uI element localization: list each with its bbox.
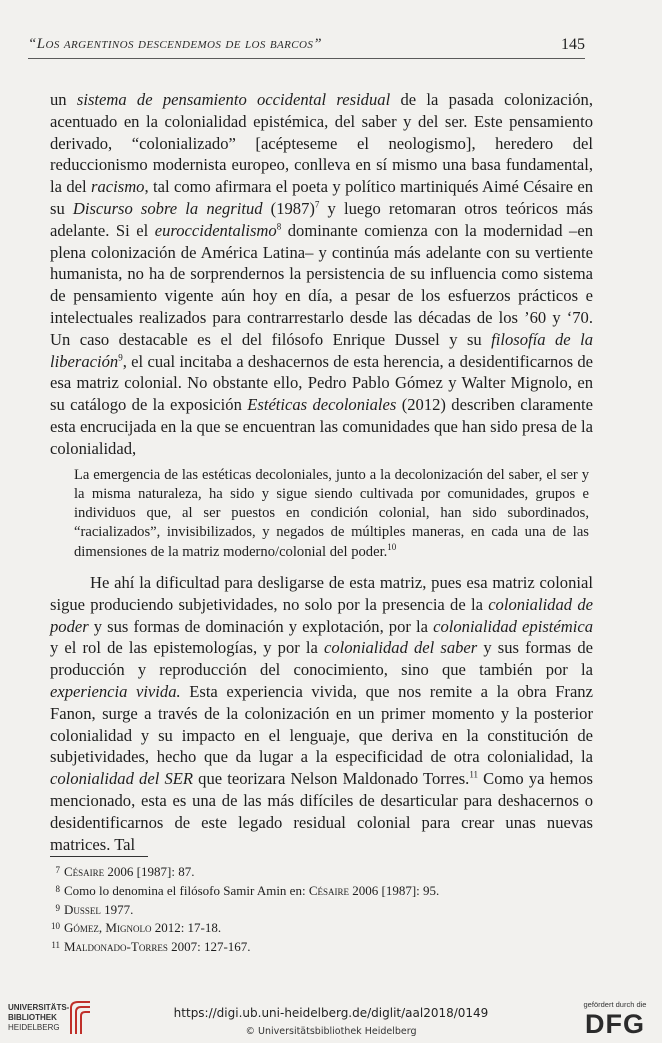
permalink[interactable]: https://digi.ub.uni-heidelberg.de/diglit/aal2018/0149: [173, 1006, 489, 1020]
footnote-number: 7: [55, 865, 60, 875]
italic-title: Discurso sobre la negritud: [72, 198, 263, 218]
footnote-author: Césaire: [64, 864, 105, 879]
footnote-ref[interactable]: 11: [469, 769, 479, 780]
footnote-author: Gómez, Mignolo: [64, 920, 152, 936]
footnotes: [50, 856, 590, 957]
italic-term: colonialidad del saber: [323, 638, 478, 658]
running-title: “Los argentinos descendemos de los barcos”: [28, 36, 323, 52]
footnote-ref[interactable]: 8: [276, 221, 282, 232]
text-run: que teorizara Nelson Maldonado Torres.: [193, 769, 470, 789]
footnote-number: 8: [55, 883, 60, 894]
text-run: (1987): [262, 198, 315, 218]
footnote-text: 2012: 17-18.: [151, 920, 222, 936]
italic-term: colonialidad del SER: [50, 769, 194, 789]
italic-term: euroccidentalismo: [154, 220, 277, 240]
footnote-author: Césaire: [308, 882, 349, 898]
footnote-author: Dussel: [64, 901, 101, 917]
footnote-8: [50, 882, 590, 901]
funder-label: gefördert durch die: [583, 1000, 647, 1009]
footnote-text: 2007: 127-167.: [167, 939, 251, 955]
footnote-11: [50, 938, 590, 957]
italic-term: sistema de pensamiento occidental residual: [76, 90, 391, 109]
footnote-author: Maldonado-Torres: [64, 939, 168, 955]
text-run: Como ya hemos mencionado, esta es una de las más difíciles de desarticular para deshacernos o desidentificarnos de este legado residual colonial para crear unas nuevas matrices. Tal: [50, 769, 594, 854]
library-name-line: BIBLIOTHEK: [8, 1013, 57, 1022]
text-run: (2012) describen claramente esta encrucijada en la que se encuentran las comunidades que han sido presa de la colonialidad,: [50, 395, 593, 458]
text-run: y sus formas de dominación y explotación, por la: [88, 616, 434, 636]
footnote-number: 10: [51, 921, 60, 932]
text-run: , el cual incitaba a deshacernos de esta herencia, a desidentificarnos de esa matriz colonial. No obstante ello, Pedro Pablo Gómez y Walter Mignolo, en su catálogo de la exposición: [50, 351, 593, 415]
footnote-7: [50, 863, 590, 882]
header-rule: [28, 58, 585, 59]
text-run: , tal como afirmara el poeta y político martiniqués Aimé Césaire en su: [50, 177, 593, 218]
library-name-line: HEIDELBERG: [8, 1023, 60, 1032]
main-text: [50, 89, 593, 855]
text-run: y el rol de las epistemologías, y por la: [50, 638, 324, 658]
block-quote: [74, 466, 589, 562]
footnote-number: 9: [55, 902, 60, 913]
italic-title: Estéticas decoloniales: [247, 395, 397, 415]
text-run: y luego retomaran otros teóricos más adelante. Si el: [50, 198, 593, 240]
footnote-text: Como lo denomina el filósofo Samir Amin en:: [64, 882, 309, 898]
footnote-text: 2006 [1987]: 87.: [104, 864, 195, 879]
footnote-number: 11: [51, 940, 60, 951]
library-name-line: UNIVERSITÄTS-: [8, 1003, 70, 1012]
text-run: y sus formas de producción y reproducción del conocimiento, sino que también por la: [50, 638, 594, 680]
footnote-text: 2006 [1987]: 95.: [348, 882, 440, 898]
footnote-ref[interactable]: 7: [314, 199, 320, 210]
dfg-logo: DFG: [585, 1009, 645, 1039]
footnote-10: [50, 919, 590, 938]
italic-term: experiencia vivida.: [50, 682, 181, 702]
quote-text: La emergencia de las estéticas decoloniales, junto a la decolonización del saber, el ser y la misma naturaleza, ha sido y sigue siendo cultivada por comunidades, grupos e individuos que, al ser puestos en condición colonial, han sido subordinados, “racializados”, invisibilizados, y negados de múltiples maneras, en cada una de las dimensiones de la matriz moderno/colonial del poder.: [74, 466, 589, 560]
funder-logo: [580, 1000, 650, 1039]
italic-term: filosofía de la liberación: [50, 329, 594, 371]
text-run: He ahí la dificultad para desligarse de esta matriz, pues esa matriz colonial sigue produciendo subjetividades, no solo por la presencia de la: [50, 573, 593, 614]
paragraph-2: [50, 572, 593, 855]
text-run: Esta experiencia vivida, que nos remite a la obra Franz Fanon, surge a través de la colonización en un primer momento y la posterior colonialidad y su impacto en el lenguaje, que deriva en la constitución de subjetividades, hecho que da lugar a la especificidad de otra colonialidad, la: [50, 682, 593, 767]
footnote-ref[interactable]: 9: [118, 352, 123, 363]
italic-term: racismo: [91, 177, 145, 197]
footnote-text: 1977.: [100, 901, 134, 917]
copyright-notice: © Universitätsbibliothek Heidelberg: [245, 1026, 417, 1037]
text-run: de la pasada colonización, acentuado en la colonialidad epistémica, del saber y del ser. Este pensamiento derivado, “colonializado” [acépteseme el neologismo], heredero del reduccionismo modernista europeo, conlleva en sí mismo una basa fundamental, la del: [50, 90, 593, 197]
footnote-ref[interactable]: 10: [387, 541, 397, 552]
italic-term: colonialidad de poder: [50, 594, 593, 636]
paragraph-1: [50, 89, 593, 460]
footnote-9: [50, 901, 590, 920]
italic-term: colonialidad epistémica: [433, 616, 594, 636]
page-header: [28, 36, 585, 60]
text-run: dominante comienza con la modernidad –en plena colonización de América Latina– y continúa más adelante con su vertiente humanista, no ha de sorprendernos la persistencia de su influencia como sistema de pensamiento vigente aún hoy en día, a pesar de los esfuerzos prácticos e intelectuales realizados para contrarrestarlo desde las décadas de los ’60 y ‘70. Un caso destacable es el del filósofo Enrique Dussel y su: [50, 220, 593, 349]
page-number: 145: [561, 36, 585, 53]
digitization-footer: [0, 998, 662, 1043]
text-run: un: [50, 90, 77, 109]
footnote-rule: [50, 856, 148, 857]
